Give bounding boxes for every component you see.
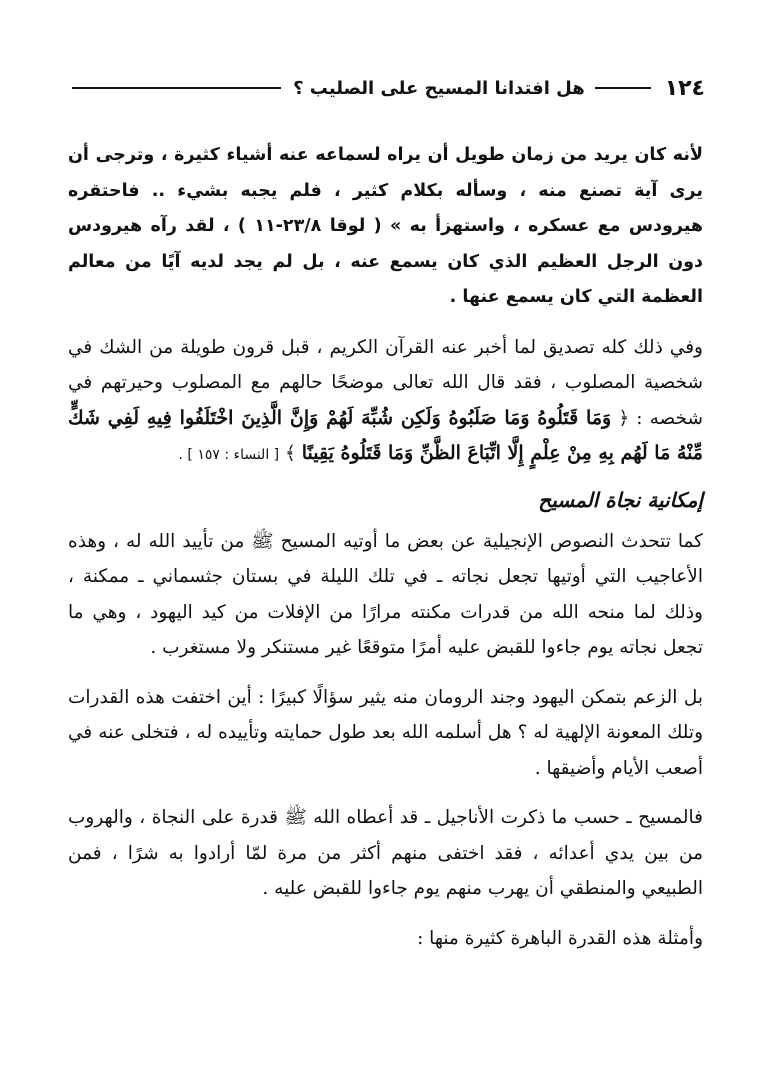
paragraph-4: بل الزعم بتمكن اليهود وجند الرومان منه يثير سؤالًا كبيرًا : أين اختفت هذه القدرات وتلك المعونة الإلهية له ؟ هل أسلمه الله بعد طول حمايته وتأييده له ، فتخلى عنه في أصعب الأيام وأضيقها . (68, 686, 703, 779)
quran-reference: [ النساء : ١٥٧ ] . (178, 447, 280, 463)
paragraph-1: لأنه كان يريد من زمان طويل أن يراه لسماعه عنه أشياء كثيرة ، وترجى أن يرى آية تصنع منه ، وسأله بكلام كثير ، فلم يجبه بشيء .. فاحتقره هيرودس مع عسكره ، واستهزأ به » ( لوقا ٢٣/٨-١١ ) ، لقد رآه هيرودس دون الرجل العظيم الذي كان يسمع عنه ، بل لم يجد لديه آيًا من معالم العظمة التي كان يسمع عنها . (68, 145, 703, 307)
page-body (68, 138, 703, 956)
paragraph-6: وأمثلة هذه القدرة الباهرة كثيرة منها : (417, 927, 703, 949)
paragraph-5: فالمسيح ـ حسب ما ذكرت الأناجيل ـ قد أعطاه الله ﷺ قدرة على النجاة ، والهروب من بين يدي أعدائه ، فقد اختفى منهم أكثر من مرة لمّا أرادوا به شرًا ، فمن الطبيعي والمنطقي أن يهرب منهم يوم جاءوا للقبض عليه . (68, 807, 703, 899)
paragraph-2-intro: وفي ذلك كله تصديق لما أخبر عنه القرآن الكريم ، قبل قرون طويلة من الشك في شخصية المصلوب ، فقد قال الله تعالى موضحًا حالهم مع المصلوب وحيرتهم في شخصه : ﴿ (68, 336, 703, 429)
header-rule-long (72, 87, 281, 89)
page-number: ١٢٤ (664, 75, 705, 101)
quran-close-bracket: ﴾ (285, 443, 296, 464)
section-heading: إمكانية نجاة المسيح (538, 487, 703, 512)
running-title: هل افتدانا المسيح على الصليب ؟ (293, 77, 585, 99)
running-header (60, 70, 705, 106)
quran-verse: وَمَا قَتَلُوهُ وَمَا صَلَبُوهُ وَلَكِن شُبِّهَ لَهُمْ وَإِنَّ الَّذِينَ اخْتَلَفُوا فِيهِ لَفِي شَكٍّ مِّنْهُ مَا لَهُم بِهِ مِنْ عِلْمٍ إِلَّا اتِّبَاعَ الظَّنِّ وَمَا قَتَلُوهُ يَقِينًا (68, 406, 703, 464)
paragraph-3: كما تتحدث النصوص الإنجيلية عن بعض ما أوتيه المسيح ﷺ من تأييد الله له ، وهذه الأعاجيب التي أوتيها تجعل نجاته ـ في تلك الليلة في بستان جثسماني ـ ممكنة ، وذلك لما منحه الله من قدرات مكنته مرارًا من الإفلات من كيد اليهود ، وهي ما تجعل نجاته يوم جاءوا للقبض عليه أمرًا متوقعًا غير مستنكر ولا مستغرب . (68, 530, 703, 658)
paragraph-2 (68, 330, 703, 474)
header-rule-short (595, 87, 651, 89)
